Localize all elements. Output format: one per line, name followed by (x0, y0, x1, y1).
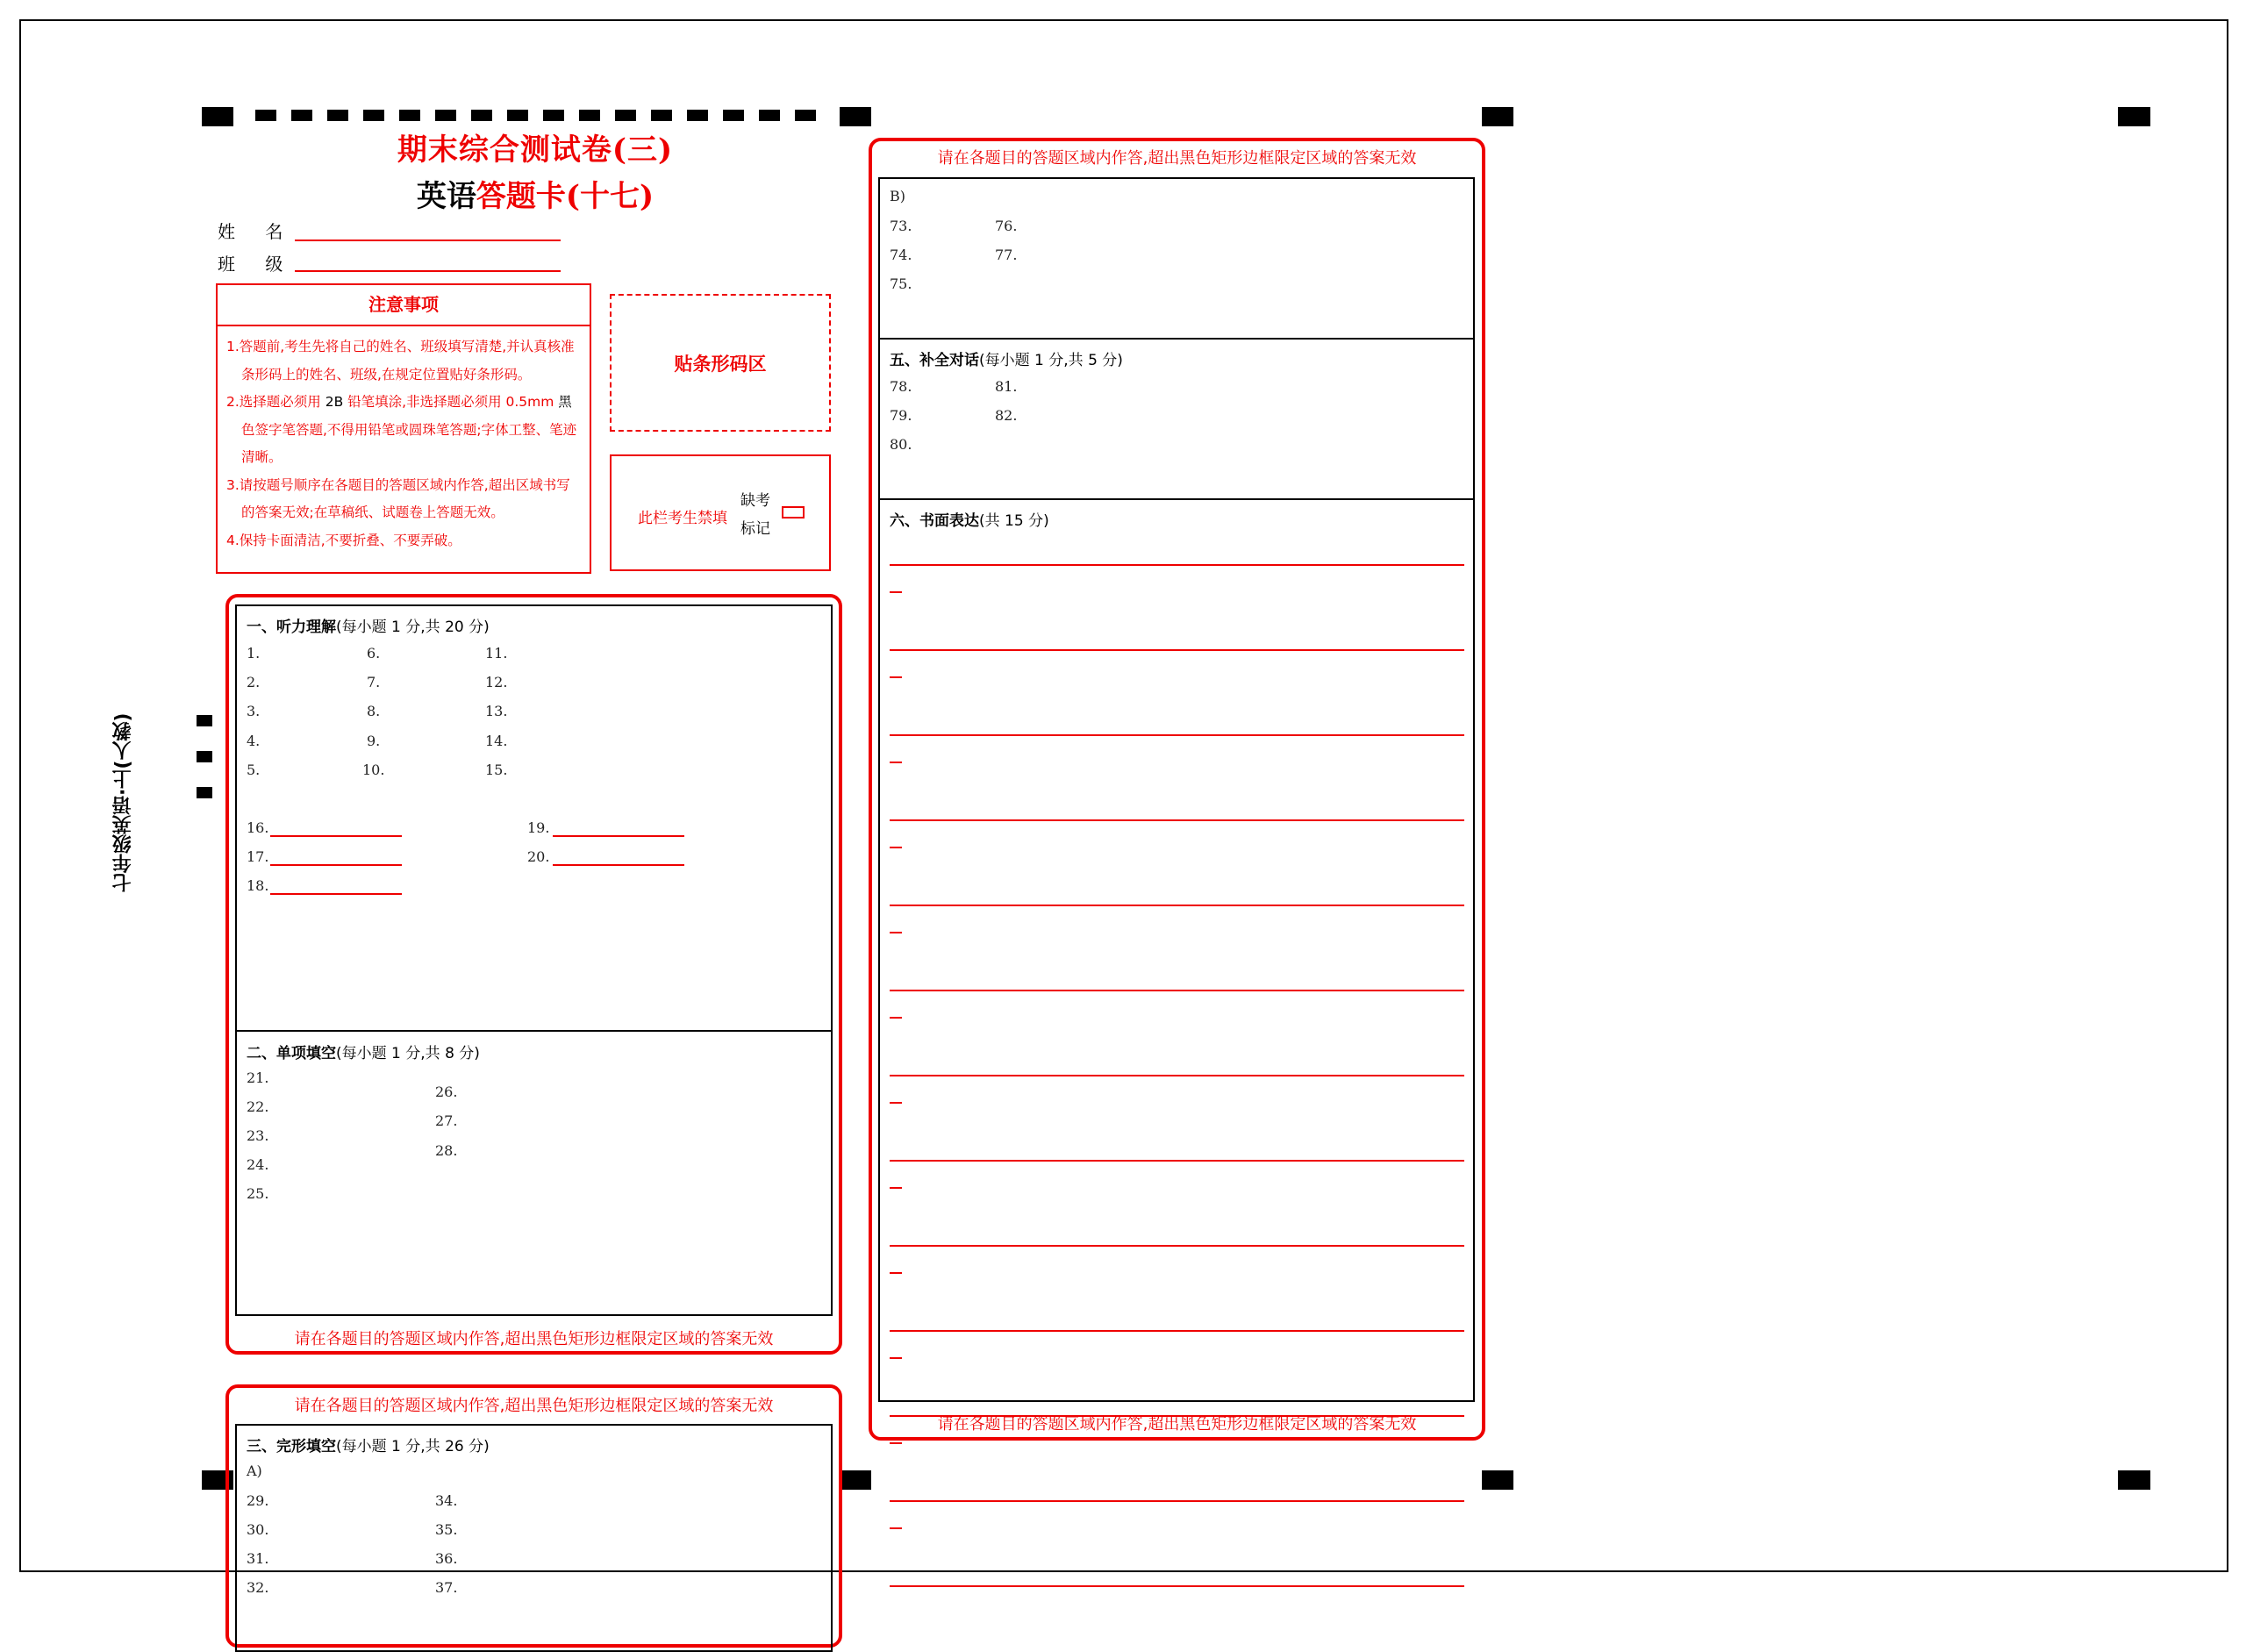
name-label: 姓 名 (218, 221, 296, 242)
listening-title: 一、听力理解(每小题 1 分,共 20 分) (247, 619, 490, 636)
section-divider (235, 1030, 833, 1032)
card-number-label: 答题卡(十七) (476, 179, 654, 214)
answer-blank-19[interactable] (553, 835, 684, 837)
dialogue-title: 五、补全对话(每小题 1 分,共 5 分) (890, 352, 1123, 369)
subject-label: 英语 (416, 179, 476, 214)
single-choice-title: 二、单项填空(每小题 1 分,共 8 分) (247, 1045, 480, 1062)
cloze-part-label: A) (247, 1462, 262, 1479)
section-divider (878, 338, 1475, 340)
answer-box-2 (235, 1424, 833, 1652)
answer-card-title (333, 172, 737, 215)
answer-blank-20[interactable] (553, 864, 684, 866)
side-label: 七年级英语·上(人教) (112, 712, 134, 893)
answer-box-1 (235, 604, 833, 1316)
forbid-label: 此栏考生禁填 (638, 510, 727, 527)
notice-item-3: 3.请按题号顺序在各题目的答题区域内作答,超出区域书写的答案无效;在草稿纸、试题卷上答题无效。 (226, 476, 570, 520)
barcode-area: 贴条形码区 (610, 294, 831, 432)
notice-item-4: 4.保持卡面清洁,不要折叠、不要弄破。 (226, 532, 461, 548)
class-field[interactable] (295, 270, 561, 272)
writing-title: 六、书面表达(共 15 分) (890, 512, 1049, 530)
warning-text: 请在各题目的答题区域内作答,超出黑色矩形边框限定区域的答案无效 (937, 1415, 1417, 1434)
notice-item-1: 1.答题前,考生先将自己的姓名、班级填写清楚,并认真核准条形码上的姓名、班级,在规定位置贴好条形码。 (226, 339, 575, 383)
notice-box (216, 283, 591, 574)
class-label: 班 级 (218, 254, 296, 275)
notice-item-2: 2.选择题必须用 2B 铅笔填涂,非选择题必须用 0.5mm 黑色签字笔答题,不得用铅笔或圆珠笔答题;字体工整、笔迹清晰。 (226, 394, 577, 465)
section-divider (878, 498, 1475, 500)
warning-text: 请在各题目的答题区域内作答,超出黑色矩形边框限定区域的答案无效 (294, 1397, 774, 1415)
answer-blank-16[interactable] (270, 835, 402, 837)
answer-blank-17[interactable] (270, 864, 402, 866)
mark-label: 标记 (740, 520, 770, 538)
cloze-title: 三、完形填空(每小题 1 分,共 26 分) (247, 1438, 490, 1455)
absent-label: 缺考 (740, 492, 770, 510)
warning-text: 请在各题目的答题区域内作答,超出黑色矩形边框限定区域的答案无效 (937, 149, 1417, 168)
notice-heading: 注意事项 (218, 285, 590, 326)
name-field[interactable] (295, 240, 561, 241)
exam-title: 期末综合测试卷(三) (397, 132, 674, 168)
answer-blank-18[interactable] (270, 893, 402, 895)
part-b-label: B) (890, 188, 905, 204)
absent-checkbox[interactable] (782, 506, 805, 518)
warning-text: 请在各题目的答题区域内作答,超出黑色矩形边框限定区域的答案无效 (294, 1330, 774, 1348)
absent-mark-box (610, 454, 831, 571)
